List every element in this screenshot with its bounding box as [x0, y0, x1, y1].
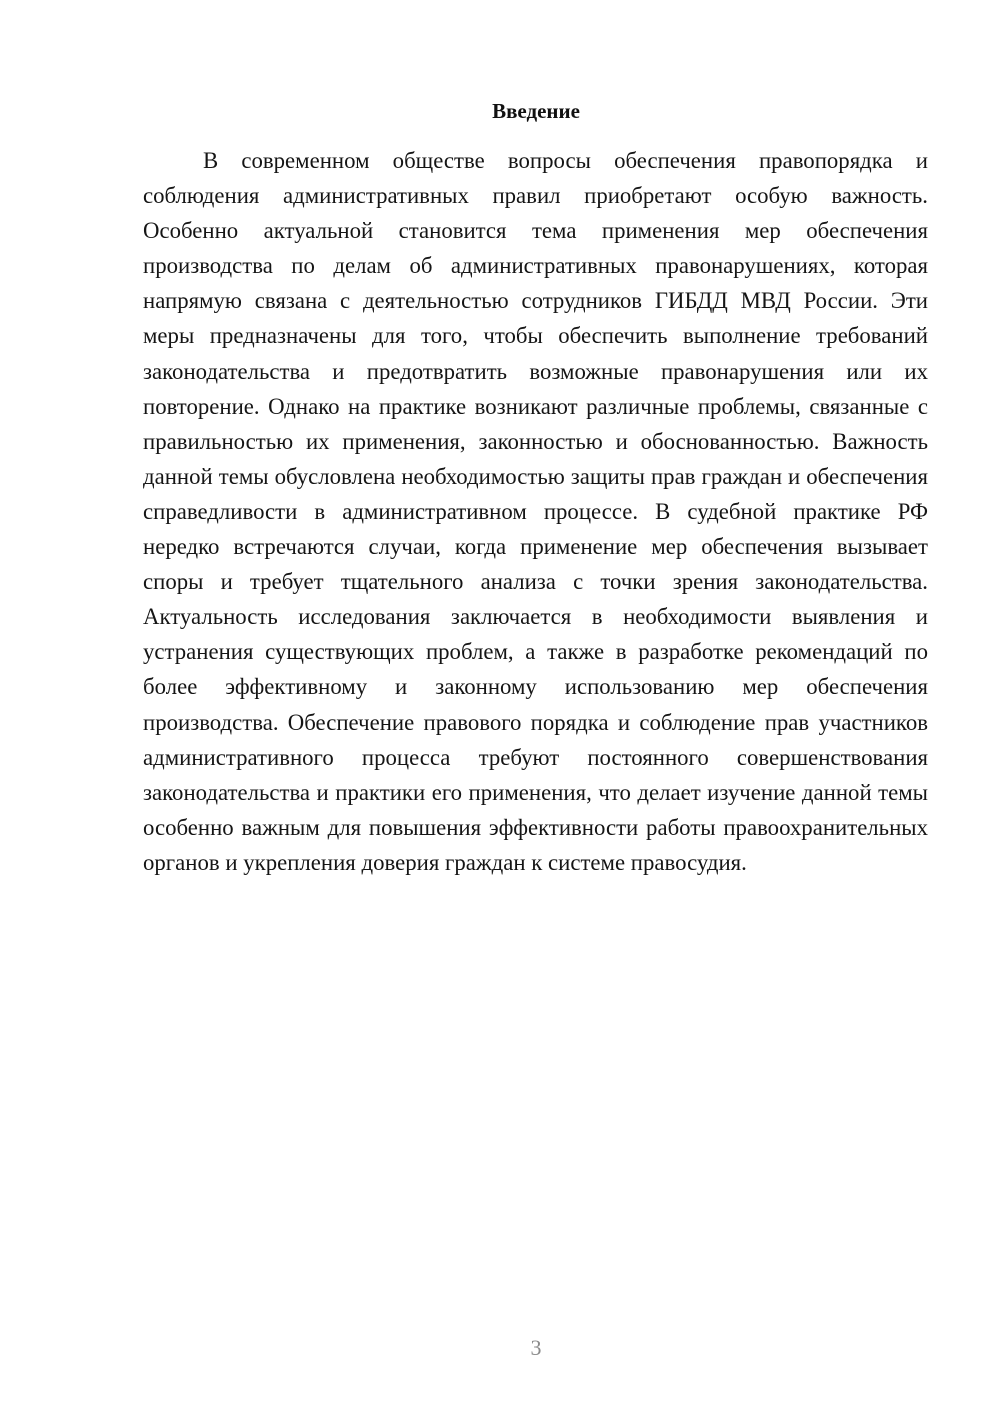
- page-number: 3: [530, 1335, 542, 1360]
- section-heading: Введение: [492, 99, 580, 123]
- body-paragraph: В современном обществе вопросы обеспечения правопорядка и соблюдения административных правил приобретают особую важность. Особенно актуальной становится тема применения мер обеспечения производства по делам об административных правонарушениях, которая напрямую связана с деятельностью сотрудников ГИБДД МВД России. Эти меры предназначены для того, чтобы обеспечить выполнение требований законодательства и предотвратить возможные правонарушения или их повторение. Однако на практике возникают различные проблемы, связанные с правильностью их применения, законностью и обоснованностью. Важность данной темы обусловлена необходимостью защиты прав граждан и обеспечения справедливости в административном процессе. В судебной практике РФ нередко встречаются случаи, когда применение мер обеспечения вызывает споры и требует тщательного анализа с точки зрения законодательства. Актуальность исследования заключается в необходимости выявления и устранения существующих проблем, а также в разработке рекомендаций по более эффективному и законному использованию мер обеспечения производства. Обеспечение правового порядка и соблюдение прав участников административного процесса требуют постоянного совершенствования законодательства и практики его применения, что делает изучение данной темы особенно важным для повышения эффективности работы правоохранительных органов и укрепления доверия граждан к системе правосудия.: [143, 148, 928, 875]
